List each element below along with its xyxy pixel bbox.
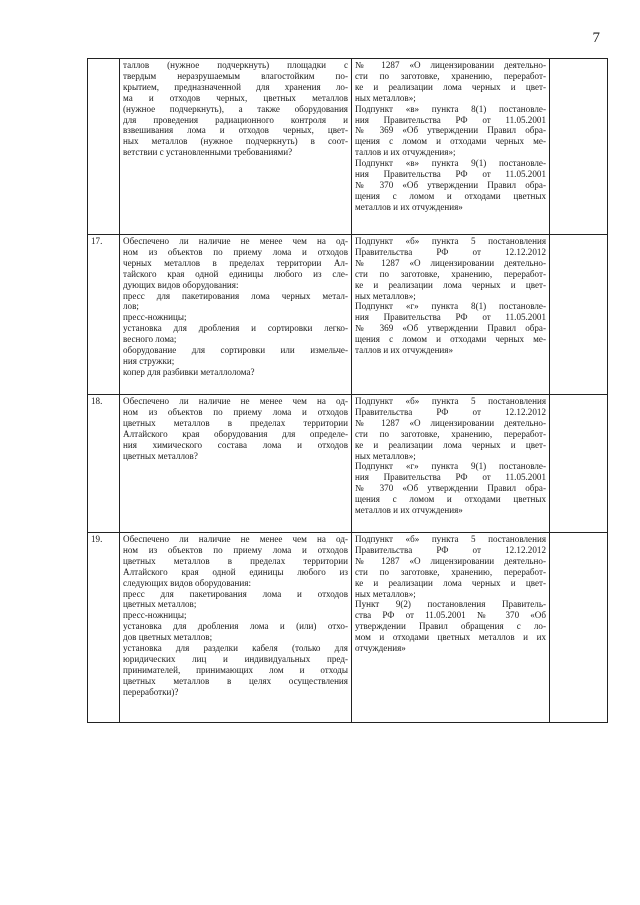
text-line: черных металлов в пределах территории Ал- xyxy=(123,257,348,268)
text-line: Правительства РФ от 12.12.2012 xyxy=(355,406,546,417)
text-line: юридических лиц и индивидуальных пред- xyxy=(123,653,348,664)
text-line: Обеспечено ли наличие не менее чем на од- xyxy=(123,396,348,406)
text-line: ния химического состава лома и отходов xyxy=(123,439,348,450)
text-line: Подпункт «в» пункта 8(1) постановле- xyxy=(355,103,546,114)
table-row xyxy=(88,59,608,235)
text-line: таллов (нужное подчеркнуть) площадки с xyxy=(123,60,348,70)
text-line: № 369 «Об утверждении Правил обра- xyxy=(355,323,546,334)
text-line: ке и реализации лома черных и цвет- xyxy=(355,81,546,92)
text-line: отчуждения» xyxy=(355,643,406,654)
text-line: цветных металлов? xyxy=(123,450,198,461)
text-line: Обеспечено ли наличие не менее чем на од- xyxy=(123,534,348,544)
text-line: ных металлов»; xyxy=(355,290,416,301)
text-line: ных металлов»; xyxy=(355,92,416,103)
text-line: принимателей, принимающих лом и отходы xyxy=(123,664,348,675)
text-line: Подпункт «г» пункта 9(1) постановле- xyxy=(355,461,546,472)
notes-cell xyxy=(550,395,608,533)
text-line: № 1287 «О лицензировании деятельно- xyxy=(355,60,546,70)
text-line: пресс для пакетирования лома черных метал- xyxy=(123,290,348,301)
question-cell xyxy=(120,395,352,533)
text-line: таллов и их отчуждения» xyxy=(355,345,454,356)
text-line: пресс для пакетирования лома и отходов xyxy=(123,588,348,599)
text-line: пресс-ножницы; xyxy=(123,610,187,621)
text-line: крытием, предназначенной для хранения ло- xyxy=(123,81,348,92)
text-line: ства РФ от 11.05.2001 № 370 «Об xyxy=(355,610,546,621)
text-line: Подпункт «б» пункта 5 постановления xyxy=(355,236,546,246)
text-line: установка для дробления лома и (или) отхо- xyxy=(123,621,348,632)
row-number-cell: 19. xyxy=(88,533,120,723)
question-cell xyxy=(120,59,352,235)
legal-basis-cell xyxy=(352,533,550,723)
text-line: ния Правительства РФ от 11.05.2001 xyxy=(355,472,546,483)
text-line: дов цветных металлов; xyxy=(123,632,213,643)
text-line: № 370 «Об утверждении Правил обра- xyxy=(355,483,546,494)
text-line: Правительства РФ от 12.12.2012 xyxy=(355,246,546,257)
text-line: ном из объектов по приему лома и отходов xyxy=(123,544,348,555)
text-line: сти по заготовке, хранению, переработ- xyxy=(355,268,546,279)
text-line: таллов и их отчуждения»; xyxy=(355,147,456,158)
text-line: Подпункт «в» пункта 9(1) постановле- xyxy=(355,158,546,169)
text-line: сти по заготовке, хранению, переработ- xyxy=(355,566,546,577)
text-line: Правительства РФ от 12.12.2012 xyxy=(355,544,546,555)
text-line: цветных металлов в целях осуществления xyxy=(123,675,348,686)
text-line: ке и реализации лома черных и цвет- xyxy=(355,279,546,290)
notes-cell xyxy=(550,235,608,395)
row-number-cell: 17. xyxy=(88,235,120,395)
text-line: (нужное подчеркнуть), а также оборудования xyxy=(123,103,348,114)
text-line: Пункт 9(2) постановления Правитель- xyxy=(355,599,546,610)
text-line: ных металлов (нужное подчеркнуть) в соот- xyxy=(123,136,348,147)
text-line: № 1287 «О лицензировании деятельно- xyxy=(355,417,546,428)
text-line: № 1287 «О лицензировании деятельно- xyxy=(355,555,546,566)
text-line: установка для разделки кабеля (только для xyxy=(123,643,348,654)
text-line: Алтайского края оборудования для определе- xyxy=(123,428,348,439)
text-line: установка для дробления и сортировки легко- xyxy=(123,323,348,334)
text-line: утверждении Правил обращения с ло- xyxy=(355,621,546,632)
text-line: № 369 «Об утверждении Правил обра- xyxy=(355,125,546,136)
text-line: мом и отходами цветных металлов и их xyxy=(355,632,546,643)
text-line: № 370 «Об утверждении Правил обра- xyxy=(355,179,546,190)
text-line: ния стружки; xyxy=(123,355,175,366)
notes-cell xyxy=(550,533,608,723)
text-line: металлов и их отчуждения» xyxy=(355,505,463,516)
text-line: № 1287 «О лицензировании деятельно- xyxy=(355,257,546,268)
text-line: ном из объектов по приему лома и отходов xyxy=(123,406,348,417)
text-line: ния Правительства РФ от 11.05.2001 xyxy=(355,312,546,323)
text-line: цветных металлов в пределах территории xyxy=(123,555,348,566)
text-line: Подпункт «б» пункта 5 постановления xyxy=(355,396,546,406)
text-line: взвешивания лома и отходов черных, цвет- xyxy=(123,125,348,136)
page-number: 7 xyxy=(592,30,600,46)
text-line: ном из объектов по приему лома и отходов xyxy=(123,246,348,257)
text-line: ных металлов»; xyxy=(355,588,416,599)
text-line: для проведения радиационного контроля и xyxy=(123,114,348,125)
text-line: ма и отходов черных, цветных металлов xyxy=(123,92,348,103)
text-line: копер для разбивки металлолома? xyxy=(123,366,255,377)
legal-basis-cell xyxy=(352,235,550,395)
text-line: щения с ломом и отходами цветных xyxy=(355,190,546,201)
text-line: дующих видов оборудования: xyxy=(123,279,239,290)
text-line: следующих видов оборудования: xyxy=(123,577,251,588)
table-row xyxy=(88,235,608,395)
row-number-cell: 18. xyxy=(88,395,120,533)
text-line: Обеспечено ли наличие не менее чем на од- xyxy=(123,236,348,246)
text-line: Подпункт «б» пункта 5 постановления xyxy=(355,534,546,544)
text-line: ке и реализации лома черных и цвет- xyxy=(355,439,546,450)
notes-cell xyxy=(550,59,608,235)
legal-basis-cell xyxy=(352,59,550,235)
requirements-table xyxy=(87,58,608,723)
text-line: переработки)? xyxy=(123,686,179,697)
text-line: лов; xyxy=(123,301,139,312)
text-line: весного лома; xyxy=(123,334,177,345)
text-line: щения с ломом и отходами цветных xyxy=(355,494,546,505)
question-cell xyxy=(120,235,352,395)
text-line: цветных металлов в пределах территории xyxy=(123,417,348,428)
table-row xyxy=(88,533,608,723)
text-line: ния Правительства РФ от 11.05.2001 xyxy=(355,114,546,125)
text-line: щения с ломом и отходами черных ме- xyxy=(355,334,546,345)
text-line: оборудование для сортировки или измельче- xyxy=(123,345,348,356)
text-line: ных металлов»; xyxy=(355,450,416,461)
text-line: Алтайского края одной единицы любого из xyxy=(123,566,348,577)
row-number-cell xyxy=(88,59,120,235)
text-line: тайского края одной единицы любого из сле- xyxy=(123,268,348,279)
text-line: ветствии с установленными требованиями? xyxy=(123,147,293,158)
table-row xyxy=(88,395,608,533)
text-line: щения с ломом и отходами черных ме- xyxy=(355,136,546,147)
text-line: Подпункт «г» пункта 8(1) постановле- xyxy=(355,301,546,312)
legal-basis-cell xyxy=(352,395,550,533)
text-line: сти по заготовке, хранению, переработ- xyxy=(355,70,546,81)
text-line: сти по заготовке, хранению, переработ- xyxy=(355,428,546,439)
text-line: ке и реализации лома черных и цвет- xyxy=(355,577,546,588)
text-line: твердым неразрушаемым влагостойким по- xyxy=(123,70,348,81)
text-line: ния Правительства РФ от 11.05.2001 xyxy=(355,169,546,180)
text-line: цветных металлов; xyxy=(123,599,197,610)
text-line: пресс-ножницы; xyxy=(123,312,187,323)
question-cell xyxy=(120,533,352,723)
text-line: металлов и их отчуждения» xyxy=(355,201,463,212)
